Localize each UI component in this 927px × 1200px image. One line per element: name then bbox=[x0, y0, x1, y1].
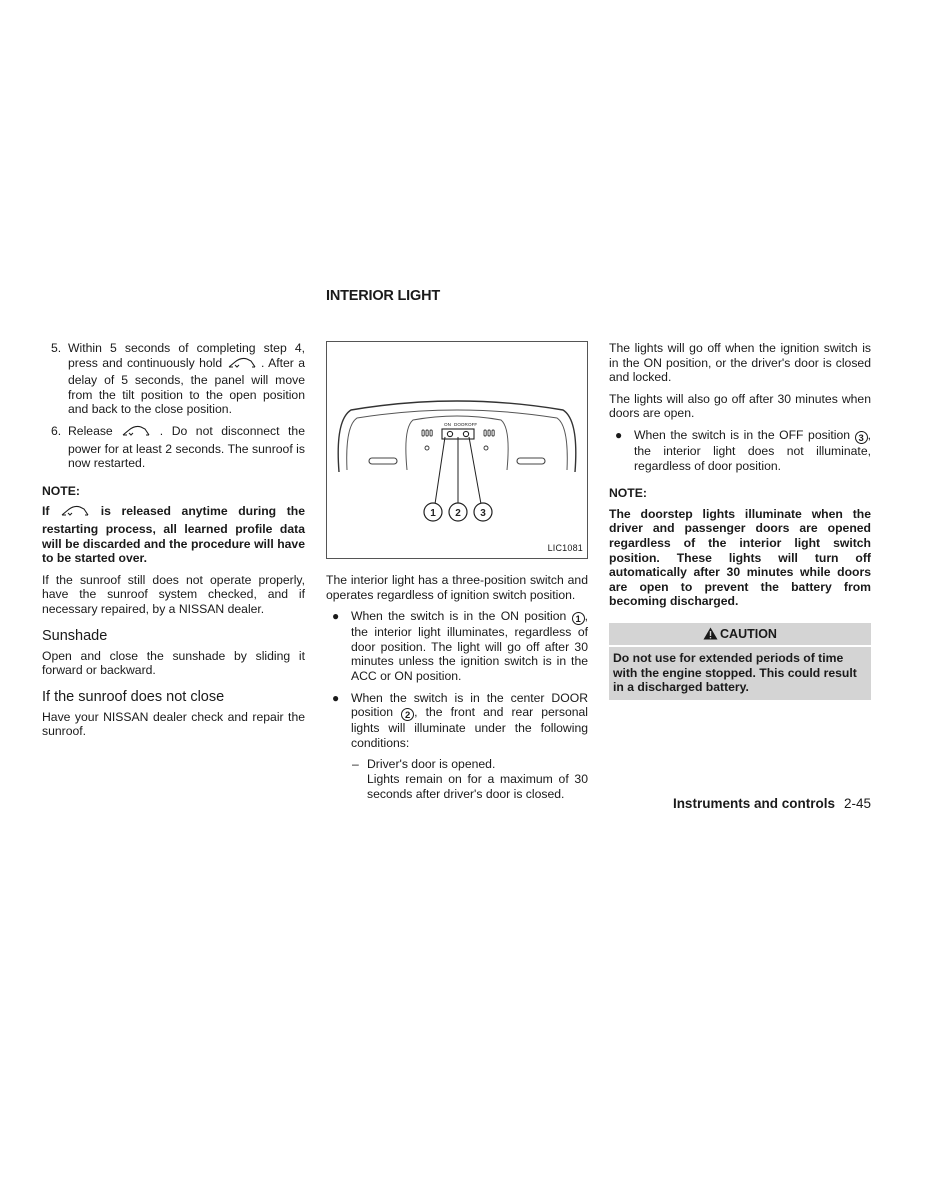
page-footer bbox=[673, 797, 871, 812]
warning-triangle-icon bbox=[703, 625, 718, 647]
section-heading: INTERIOR LIGHT bbox=[326, 288, 441, 304]
bullet-text: When the switch is in the center DOOR position bbox=[351, 690, 588, 720]
switch-label-door: DOOR bbox=[454, 422, 468, 427]
bullet-text-cont: , the front and rear personal lights will illuminate under the following conditions: bbox=[351, 705, 589, 750]
bullet-text-cont: , the interior light illuminates, regardless of door position. The light will go off after 30 minutes unless the ignition switch is in the ACC or ON position. bbox=[351, 609, 588, 683]
callout-1: 1 bbox=[430, 508, 436, 519]
callout-marker-2: 2 bbox=[401, 708, 414, 721]
interior-light-figure bbox=[326, 341, 588, 559]
bullet-dot-icon: ● bbox=[332, 609, 340, 624]
doorstep-note-text: The doorstep lights illuminate when the driver and passenger doors are opened regardless of the interior light switch position. These lights will turn off automatically after 30 minutes while doors are open to prevent the battery from becoming discharged. bbox=[609, 506, 871, 609]
dash-marker: – bbox=[352, 757, 359, 772]
step-6 bbox=[42, 424, 305, 471]
step-text-cont: . After a delay of 5 seconds, the panel will move from the tilt position to the open position and back to the close position. bbox=[68, 355, 305, 417]
callout-3: 3 bbox=[480, 508, 486, 519]
bullet-door-position bbox=[326, 691, 588, 751]
bullet-on-position bbox=[326, 609, 588, 683]
caution-header bbox=[609, 623, 871, 647]
switch-label-on: ON bbox=[444, 422, 451, 427]
sunshade-text: Open and close the sunshade by sliding it forward or backward. bbox=[42, 648, 305, 678]
page-number: 2-45 bbox=[843, 796, 871, 811]
note-title: NOTE: bbox=[42, 483, 80, 498]
dash-item bbox=[326, 757, 588, 801]
sunroof-switch-icon bbox=[60, 504, 90, 522]
step-text: Release bbox=[68, 423, 113, 438]
dash-line-2: Lights remain on for a maximum of 30 seconds after driver's door is closed. bbox=[367, 771, 588, 801]
bullet-text: When the switch is in the OFF position bbox=[634, 427, 851, 442]
bullet-dot-icon: ● bbox=[332, 690, 340, 705]
switch-label-off: OFF bbox=[468, 422, 478, 427]
bullet-off-position bbox=[609, 428, 871, 473]
lights-off-text: The lights will go off when the ignition switch is in the ON position, or the driver's door is closed and locked. bbox=[609, 341, 871, 385]
step-number: 6. bbox=[51, 423, 62, 438]
dash-line-1: Driver's door is opened. bbox=[367, 757, 496, 772]
sunshade-title: Sunshade bbox=[42, 627, 108, 644]
right-column bbox=[609, 341, 871, 700]
interior-light-drawing bbox=[327, 342, 587, 558]
sunroof-switch-icon bbox=[227, 356, 257, 374]
middle-column bbox=[326, 341, 588, 801]
not-close-text: Have your NISSAN dealer check and repair the sunroof. bbox=[42, 709, 305, 739]
note-text-end: is released anytime during the restarting process, all learned profile data will be discarded and the procedure will have to be started over. bbox=[42, 504, 306, 566]
bullet-text-cont: , the interior light does not illuminate, regardless of door position. bbox=[634, 427, 871, 473]
note-text bbox=[42, 504, 305, 565]
caution-text: Do not use for extended periods of time with the engine stopped. This could result in a discharged battery. bbox=[613, 650, 857, 695]
bullet-text: When the switch is in the ON position bbox=[351, 609, 567, 624]
step-5 bbox=[42, 341, 305, 417]
caution-title: CAUTION bbox=[720, 626, 777, 641]
dealer-text: If the sunroof still does not operate properly, have the sunroof system checked, and if necessary repaired, by a NISSAN dealer. bbox=[42, 572, 305, 616]
step-text: Within 5 seconds of completing step 4, press and continuously hold bbox=[68, 341, 305, 370]
figure-id: LIC1081 bbox=[547, 543, 583, 554]
left-column bbox=[42, 341, 305, 746]
caution-box bbox=[609, 623, 871, 700]
not-close-title: If the sunroof does not close bbox=[42, 688, 225, 705]
note-title: NOTE: bbox=[609, 486, 647, 501]
sunroof-switch-icon bbox=[121, 424, 151, 442]
intro-text: The interior light has a three-position switch and operates regardless of ignition switch position. bbox=[326, 573, 588, 602]
callout-marker-3: 3 bbox=[855, 431, 868, 444]
step-number: 5. bbox=[51, 341, 62, 355]
callout-marker-1: 1 bbox=[572, 612, 585, 625]
note-text-start: If bbox=[42, 504, 50, 519]
callout-2: 2 bbox=[455, 508, 461, 519]
step-text-cont: . Do not disconnect the power for at least 2 seconds. The sunroof is now restarted. bbox=[68, 423, 305, 471]
bullet-dot-icon: ● bbox=[615, 427, 623, 442]
lights-off-30min-text: The lights will also go off after 30 minutes when doors are open. bbox=[609, 391, 871, 421]
footer-section: Instruments and controls bbox=[672, 796, 835, 811]
